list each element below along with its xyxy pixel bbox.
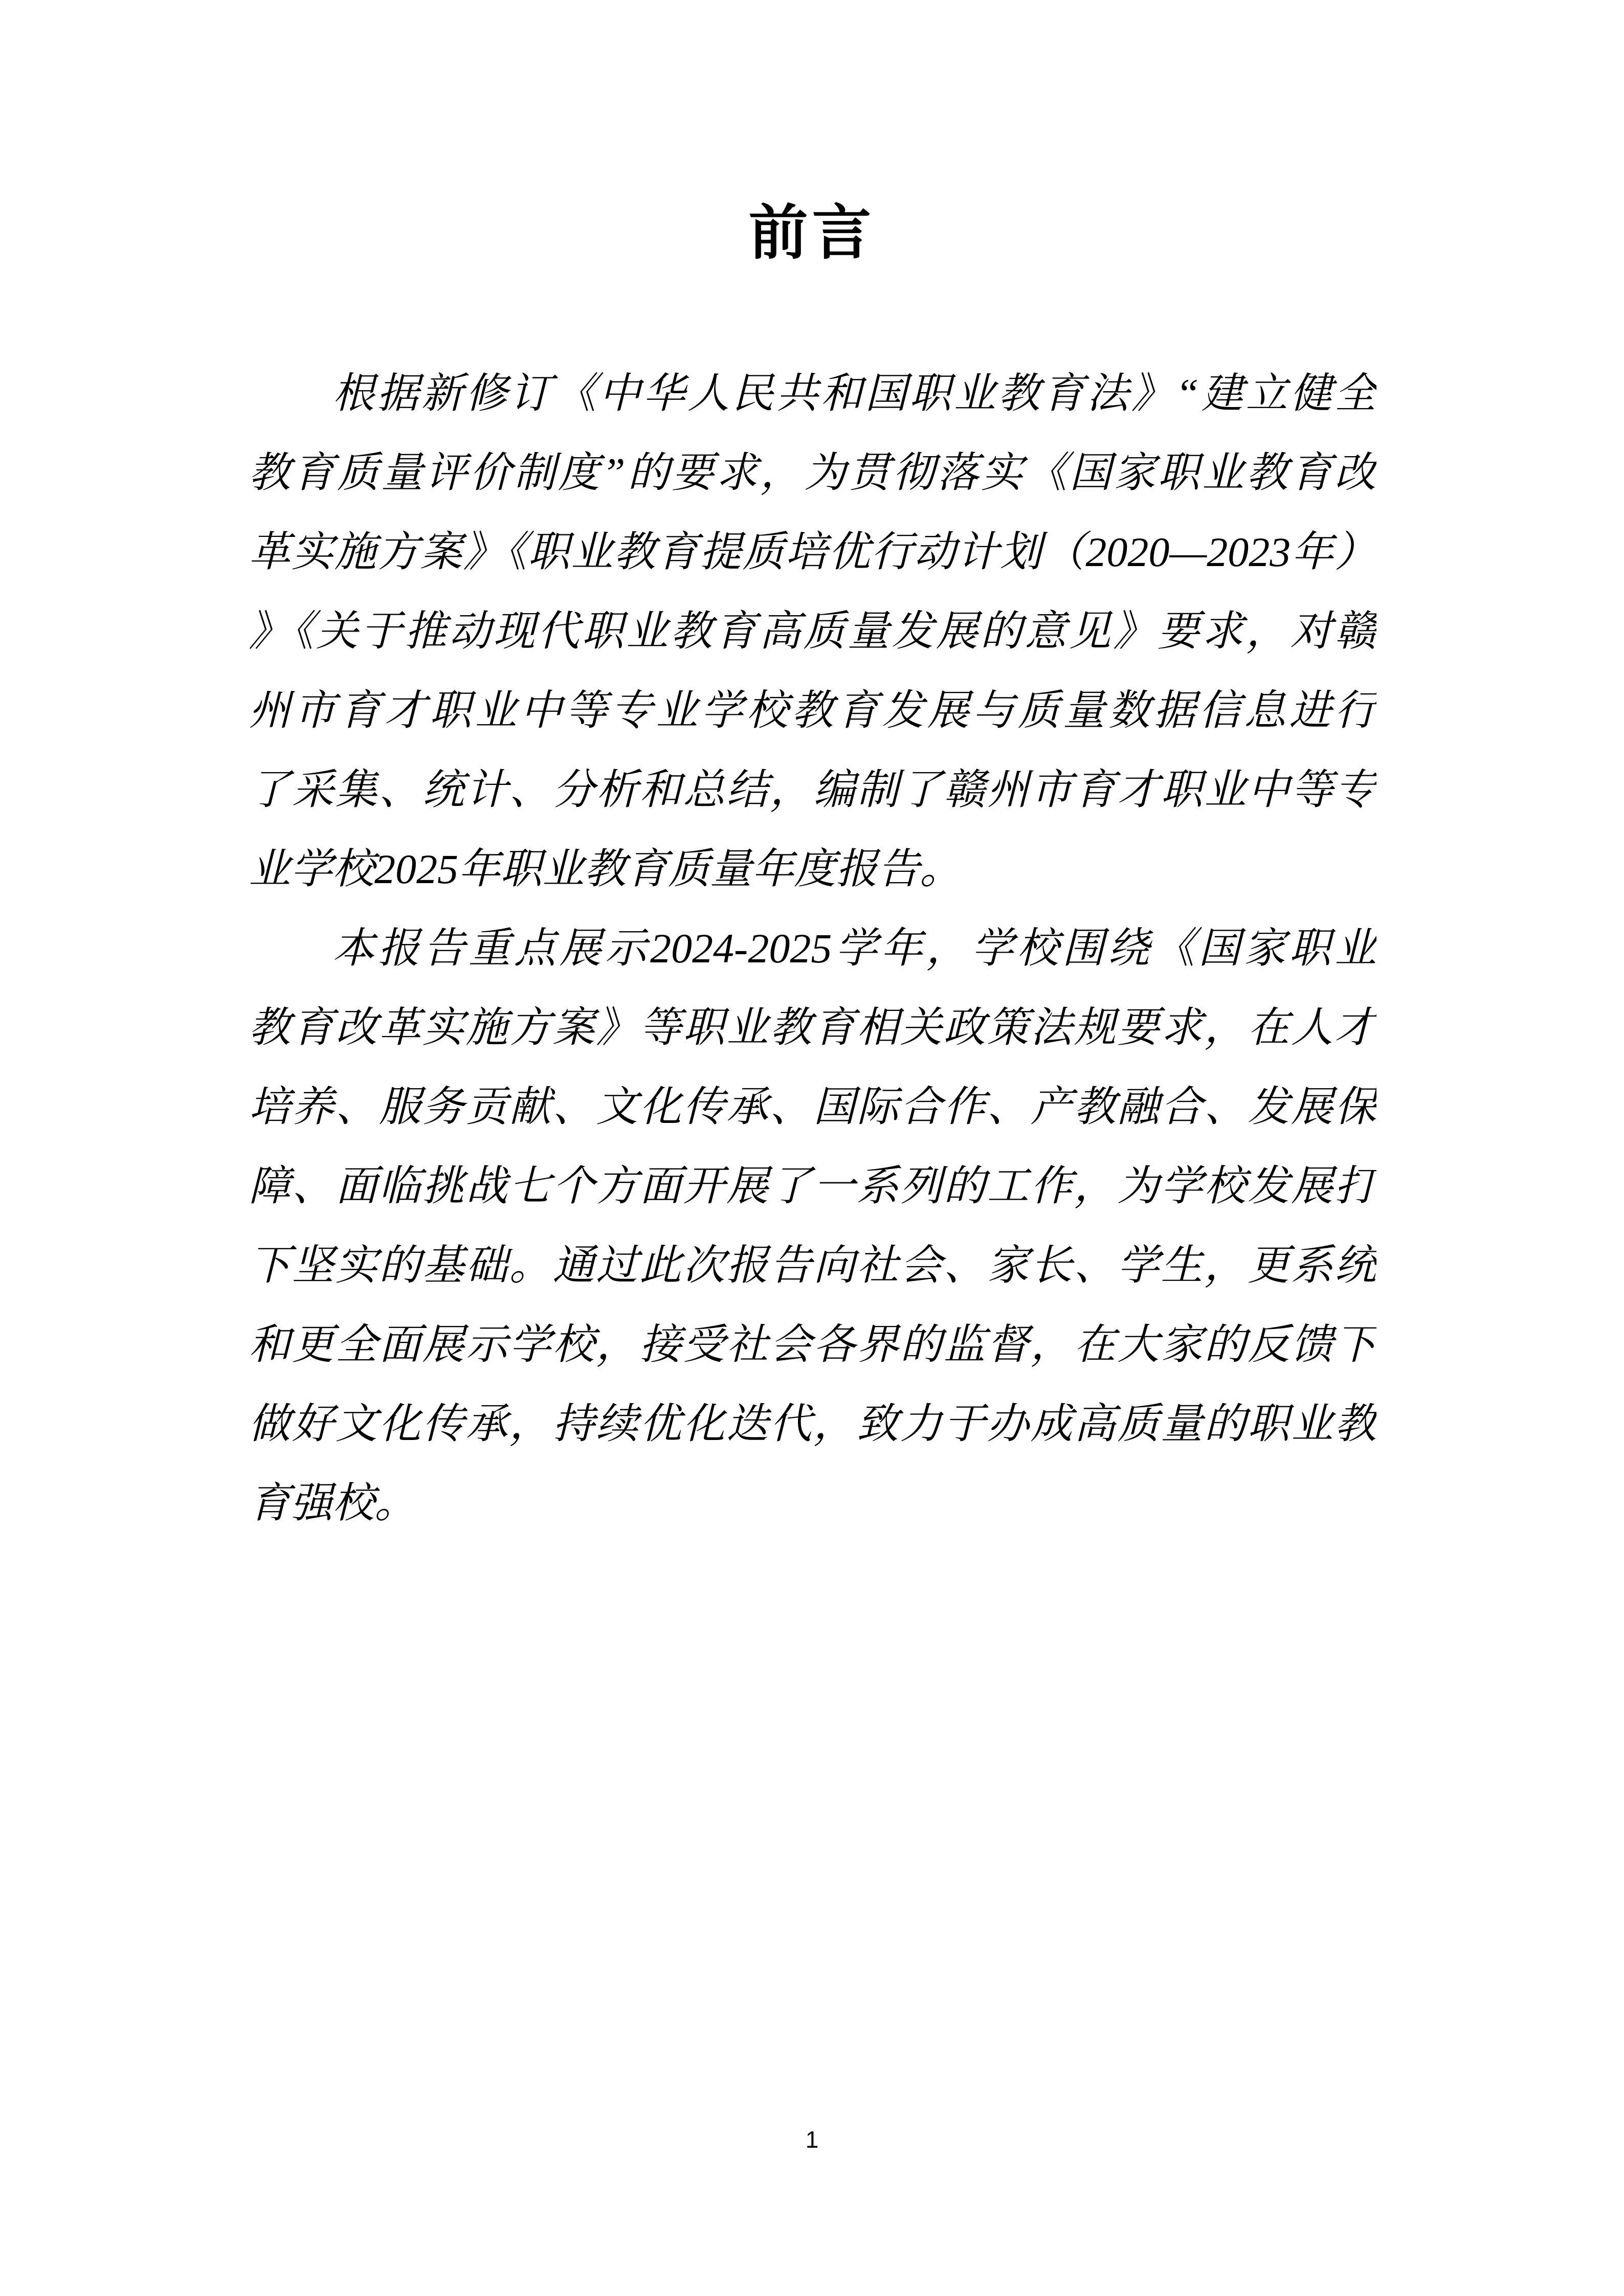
paragraph2-line: 和更全面展示学校，接受社会各界的监督，在大家的反馈下: [249, 1321, 1376, 1368]
paragraph2-line: 培养、服务贡献、文化传承、国际合作、产教融合、发展保: [249, 1084, 1376, 1130]
paragraph2-line: 下坚实的基础。通过此次报告向社会、家长、学生，更系统: [249, 1242, 1376, 1289]
paragraph1-line: 根据新修订《中华人民共和国职业教育法》“建立健全: [332, 370, 1376, 417]
paragraph2-line: 做好文化传承，持续优化迭代，致力于办成高质量的职业教: [249, 1401, 1376, 1447]
paragraph1-line: 了采集、统计、分析和总结，编制了赣州市育才职业中等专: [249, 767, 1376, 813]
page-number: 1: [805, 2126, 819, 2153]
page-title: 前言: [748, 199, 876, 266]
paragraph1-line: 革实施方案》《职业教育提质培优行动计划（2020—2023年）: [249, 529, 1376, 575]
paragraph2-line: 本报告重点展示2024-2025学年，学校围绕《国家职业: [332, 925, 1376, 972]
preface-body: [249, 354, 1376, 1543]
paragraph1-line: 教育质量评价制度”的要求，为贯彻落实《国家职业教育改: [249, 449, 1376, 496]
paragraph1-line: 业学校2025年职业教育质量年度报告。: [249, 846, 962, 892]
paragraph2-line: 障、面临挑战七个方面开展了一系列的工作，为学校发展打: [249, 1163, 1376, 1209]
paragraph2-line: 育强校。: [249, 1480, 416, 1526]
paragraph1-line: 州市育才职业中等专业学校教育发展与质量数据信息进行: [249, 687, 1376, 734]
paragraph1-line: 》《关于推动现代职业教育高质量发展的意见》要求，对赣: [249, 608, 1376, 655]
paragraph2-line: 教育改革实施方案》等职业教育相关政策法规要求，在人才: [249, 1004, 1376, 1051]
